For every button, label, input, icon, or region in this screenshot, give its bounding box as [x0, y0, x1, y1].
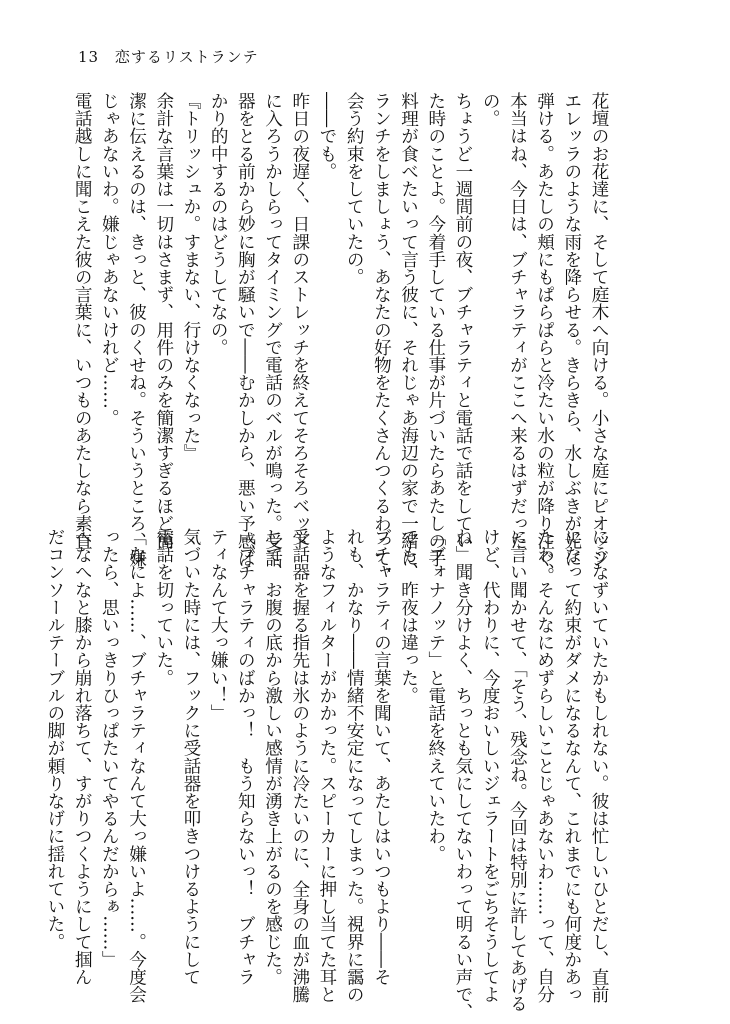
text-line: になって約束がダメになるなんて、これまでにも何度かあっ	[561, 528, 582, 1004]
text-line: 「ブチャラティのばかっ！ もう知らないっ！ ブチャラ	[235, 528, 256, 986]
text-line: ブチャラティの言葉を聞いて、あたしはいつもより――そ	[371, 528, 392, 986]
text-line: 会う約束をしていたの。	[344, 92, 365, 286]
text-line: ――でも。	[316, 92, 337, 180]
text-line: 弾ける。あたしの頬にもぱらぱらと冷たい水の粒が降り注ぐ。	[534, 92, 555, 585]
text-line: して、お腹の底から激しい感情が湧き上がるのを感じた。	[262, 528, 283, 986]
text-line: 昨日の夜遅く、日課のストレッチを終えてそろそろベッド	[289, 92, 310, 550]
text-block-lower	[44, 528, 612, 1021]
book-title: 恋するリストランテ	[114, 48, 259, 66]
page-number: 13	[78, 48, 100, 66]
text-line: 受話器を握る指先は氷のように冷たいのに、全身の血が沸騰	[289, 528, 310, 1004]
text-line: の。	[480, 92, 501, 128]
text-line: 料理が食べたいって言う彼に、それじゃあ海辺の家で一緒に	[398, 92, 419, 568]
text-line: た時のことよ。今着手している仕事が片づいたらあたしの手	[425, 92, 446, 568]
text-line: に言い聞かせて、「そう、残念ね。今回は特別に許してあげる	[507, 528, 528, 1012]
text-line: 潔に伝えるのは、きっと、彼のくせね。そういうところ、嫌	[126, 92, 147, 568]
text-line: ったら、思いっきりひっぱたいてやるんだからぁ……」	[99, 528, 120, 968]
text-line: ちょうど一週間前の夜、ブチャラティと電話で話をしてい	[452, 92, 473, 550]
text-line: 『トリッシュか。すまない、行けなくなった』	[180, 92, 201, 462]
text-line: じゃあないわ。嫌じゃあないけれど……。	[99, 92, 120, 427]
text-line: かり的中するのはどうしてなの。	[208, 92, 229, 356]
text-line: 「なによ……、ブチャラティなんて大っ嫌いよ……。今度会	[126, 528, 147, 1004]
text-line: 「ブォナノッテ」と電話を終えていたわ。	[425, 528, 446, 863]
text-line: ようなフィルターがかかった。スピーカーに押し当てた耳と	[316, 528, 337, 1004]
text-line: 電話を切っていた。	[153, 528, 174, 687]
text-block-upper	[72, 92, 612, 585]
text-line: 電話越しに聞こえた彼の言葉に、いつものあたしなら素直	[72, 92, 93, 550]
text-line: 器をとる前から妙に胸が騒いで――むかしから、悪い予感ば	[235, 92, 256, 568]
text-line: に入ろうかしらってタイミングで電話のベルが鳴った。受話	[262, 92, 283, 568]
text-line: ランチをしましょう、あなたの好物をたくさんつくるわって、	[371, 92, 392, 585]
text-line: だコンソールテーブルの脚が頼りなげに揺れていた。	[44, 528, 65, 951]
text-line: 花壇のお花達に、そして庭木へ向ける。小さな庭にピオッジ	[589, 92, 609, 568]
text-line: ね」聞き分けよく、ちっとも気にしてないわって明るい声で、	[452, 528, 473, 1021]
text-line: 気づいた時には、フックに受話器を叩きつけるようにして	[180, 528, 201, 986]
text-line: にうなずいていたかもしれない。彼は忙しいひとだし、直前	[589, 528, 609, 1004]
text-line: れも、かなり――情緒不安定になってしまった。視界に靄の	[344, 528, 365, 1004]
text-line: 余計な言葉は一切はさまず、用件のみを簡潔すぎるほど簡	[153, 92, 174, 550]
text-line: へなへなと膝から崩れ落ちて、すがりつくようにして掴ん	[72, 528, 93, 986]
text-line: たわ、そんなにめずらしいことじゃあないわ……って、自分	[534, 528, 555, 1004]
text-line: けど、代わりに、今度おいしいジェラートをごちそうしてよ	[480, 528, 501, 1004]
text-line: 本当はね、今日は、ブチャラティがここへ来るはずだった	[507, 92, 528, 550]
text-line: エレッラのような雨を降らせる。きらきら、水しぶきが光に	[561, 92, 582, 568]
text-line: でも、昨夜は違った。	[398, 528, 419, 704]
running-header	[78, 46, 259, 67]
text-line: ティなんて大っ嫌い！」	[208, 528, 229, 722]
